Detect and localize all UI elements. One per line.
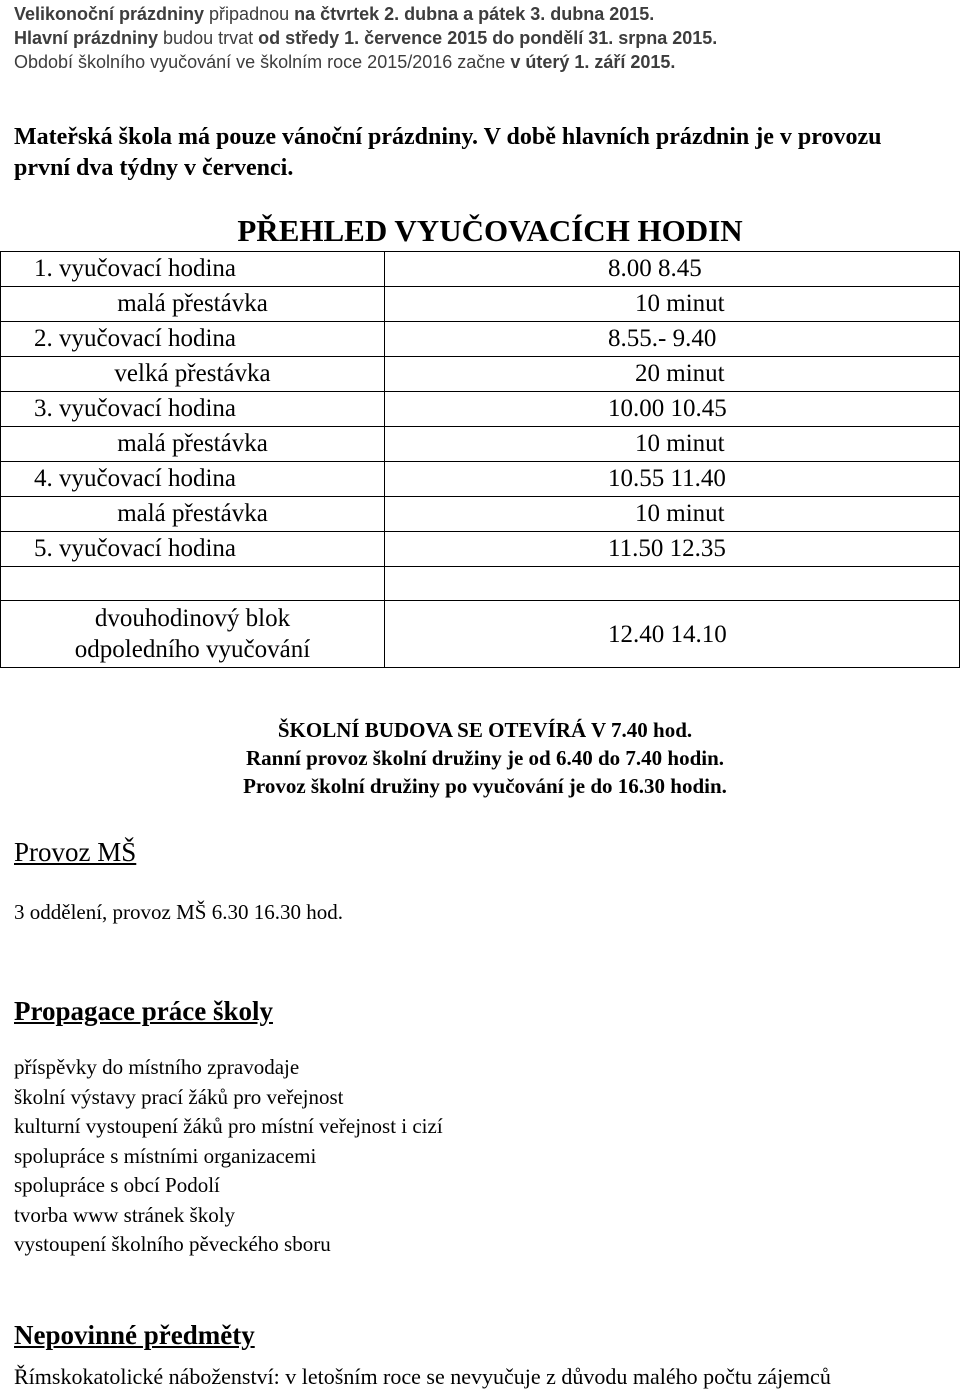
summer-holidays-line: Hlavní prázdniny budou trvat od středy 1. července 2015 do pondělí 31. srpna 2015. bbox=[14, 28, 718, 48]
break-duration: 10 minut bbox=[385, 287, 960, 322]
table-row bbox=[1, 427, 960, 462]
schedule-title: PŘEHLED VYUČOVACÍCH HODIN bbox=[237, 213, 743, 248]
schedule-table bbox=[0, 251, 960, 668]
table-row-afternoon-block bbox=[1, 601, 960, 668]
school-year-start-line: Období školního vyučování ve školním roce 2015/2016 začne v úterý 1. září 2015. bbox=[14, 52, 676, 72]
afternoon-block-time: 12.40 14.10 bbox=[385, 601, 960, 668]
table-row bbox=[1, 462, 960, 497]
lesson-label: 2. vyučovací hodina bbox=[1, 322, 385, 357]
list-item: příspěvky do místního zpravodaje bbox=[14, 1055, 300, 1079]
break-label: malá přestávka bbox=[1, 497, 385, 532]
lesson-label: 3. vyučovací hodina bbox=[1, 392, 385, 427]
list-item: spolupráce s obcí Podolí bbox=[14, 1173, 220, 1197]
kindergarten-note: Mateřská škola má pouze vánoční prázdniny. V době hlavních prázdnin je v provozu první dva týdny v červenci. bbox=[14, 124, 882, 181]
intro-text bbox=[14, 2, 954, 74]
propagace-list bbox=[14, 1053, 443, 1260]
list-item: vystoupení školního pěveckého sboru bbox=[14, 1232, 331, 1256]
table-row bbox=[1, 392, 960, 427]
list-item: tvorba www stránek školy bbox=[14, 1202, 236, 1227]
table-row bbox=[1, 497, 960, 532]
table-row bbox=[1, 357, 960, 392]
provoz-ms-text: 3 oddělení, provoz MŠ 6.30 16.30 hod. bbox=[14, 900, 343, 924]
nepovinne-text: Římskokatolické náboženství: v letošním roce se nevyučuje z důvodu malého počtu zájemců bbox=[14, 1364, 831, 1389]
table-row bbox=[1, 322, 960, 357]
table-row-empty bbox=[1, 567, 960, 601]
lesson-label: 1. vyučovací hodina bbox=[1, 252, 385, 287]
list-item: kulturní vystoupení žáků pro místní veřejnost i cizí bbox=[14, 1114, 443, 1138]
lesson-time: 8.55.- 9.40 bbox=[385, 322, 960, 357]
lesson-time: 8.00 8.45 bbox=[385, 252, 960, 287]
break-duration: 20 minut bbox=[385, 357, 960, 392]
nepovinne-heading: Nepovinné předměty bbox=[14, 1320, 255, 1350]
list-item: školní výstavy prací žáků pro veřejnost bbox=[14, 1084, 344, 1109]
lesson-time: 11.50 12.35 bbox=[385, 532, 960, 567]
break-label: velká přestávka bbox=[1, 357, 385, 392]
table-row bbox=[1, 252, 960, 287]
propagace-heading: Propagace práce školy bbox=[14, 996, 273, 1026]
building-info: ŠKOLNÍ BUDOVA SE OTEVÍRÁ V 7.40 hod. Ranní provoz školní družiny je od 6.40 do 7.40 hodin. Provoz školní družiny po vyučování je do 16.30 hodin. bbox=[243, 718, 727, 798]
lesson-label: 4. vyučovací hodina bbox=[1, 462, 385, 497]
afternoon-block-label: dvouhodinový blok odpoledního vyučování bbox=[1, 601, 385, 668]
provoz-ms-heading: Provoz MŠ bbox=[14, 837, 137, 867]
lesson-label: 5. vyučovací hodina bbox=[1, 532, 385, 567]
break-duration: 10 minut bbox=[385, 497, 960, 532]
break-label: malá přestávka bbox=[1, 287, 385, 322]
table-row bbox=[1, 532, 960, 567]
break-label: malá přestávka bbox=[1, 427, 385, 462]
lesson-time: 10.55 11.40 bbox=[385, 462, 960, 497]
list-item: spolupráce s místními organizacemi bbox=[14, 1143, 317, 1168]
lesson-time: 10.00 10.45 bbox=[385, 392, 960, 427]
easter-holidays-line: Velikonoční prázdniny připadnou na čtvrtek 2. dubna a pátek 3. dubna 2015. bbox=[14, 4, 655, 24]
table-row bbox=[1, 287, 960, 322]
break-duration: 10 minut bbox=[385, 427, 960, 462]
